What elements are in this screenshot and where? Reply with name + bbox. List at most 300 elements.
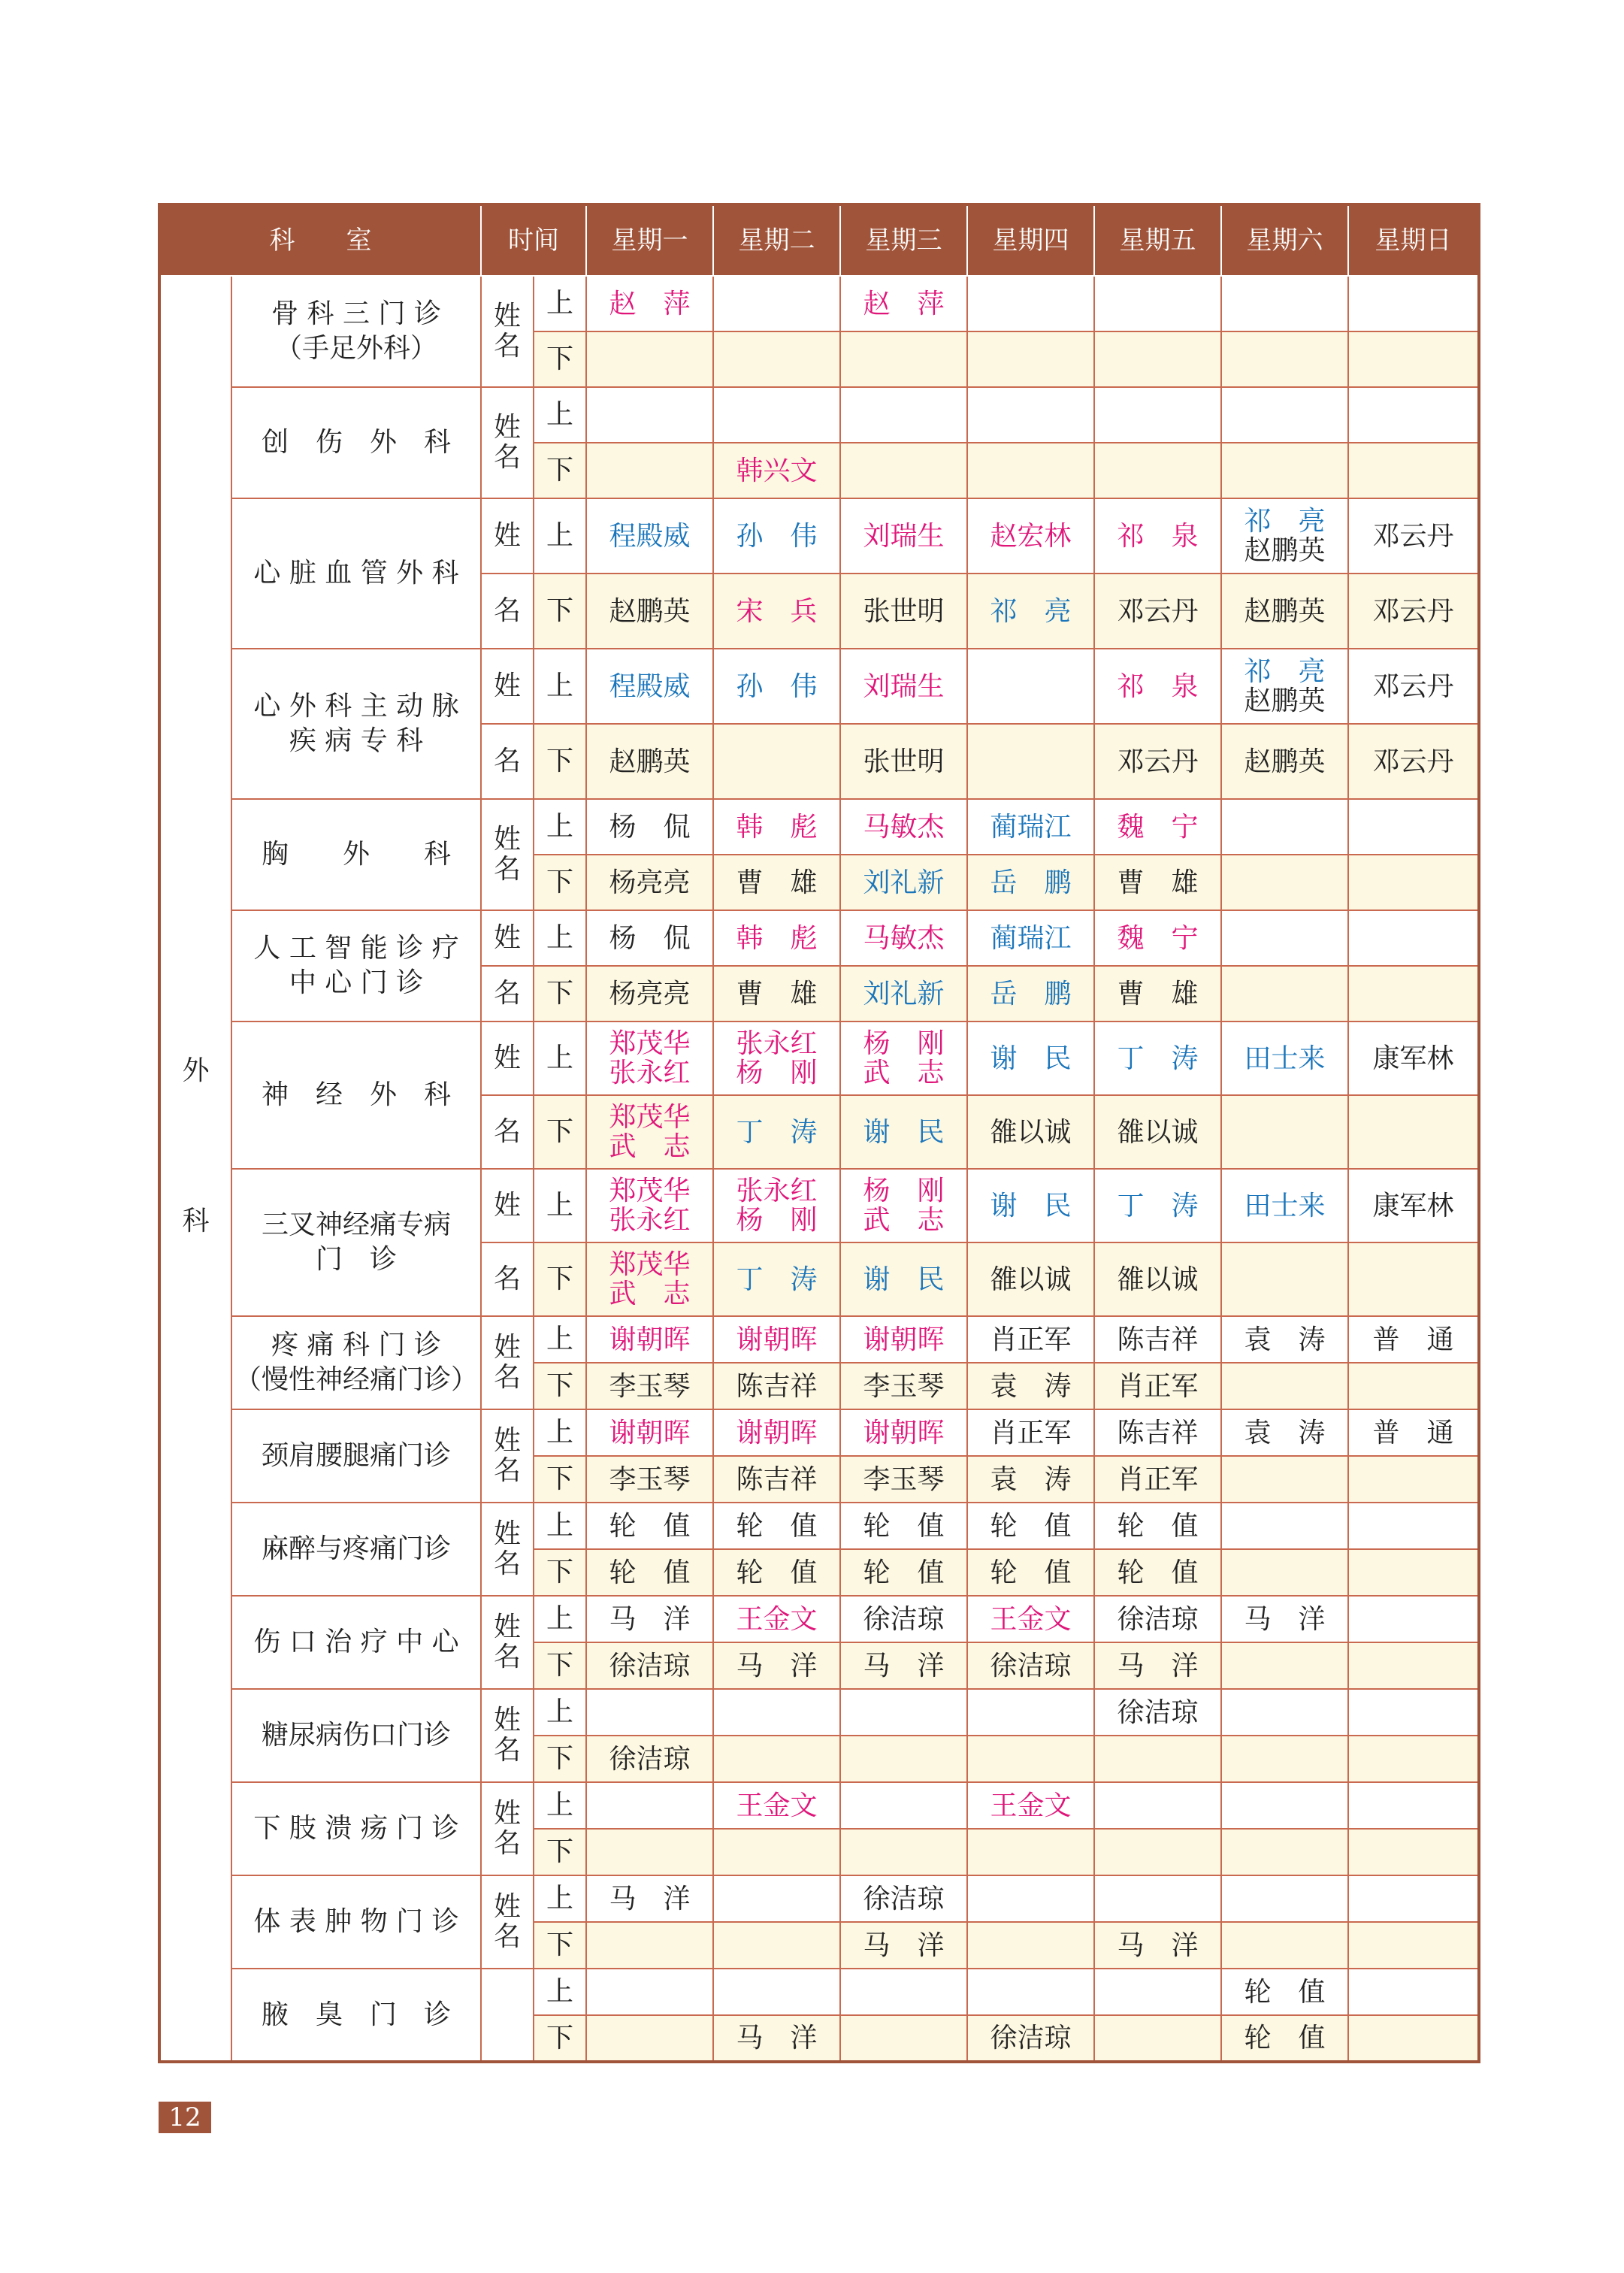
slot-pm: 下 [534, 1549, 586, 1596]
slot-am: 上 [534, 387, 586, 443]
doctor-name: 赵鹏英 [609, 746, 691, 777]
department-name [231, 1316, 481, 1409]
department-name [231, 910, 481, 1021]
department-name-line: 麻醉与疼痛门诊 [261, 1533, 451, 1564]
schedule-cell [586, 574, 713, 649]
schedule-cell [1348, 387, 1479, 443]
doctor-name: 祁 亮 [1244, 506, 1326, 537]
doctor-name: 徐洁琼 [609, 1650, 691, 1681]
department-name-line: 疼 痛 科 门 诊 [271, 1330, 441, 1360]
schedule-cell [1221, 1642, 1348, 1689]
schedule-cell [1221, 1456, 1348, 1503]
schedule-cell [713, 574, 840, 649]
schedule-cell [713, 910, 840, 966]
schedule-cell [1094, 1782, 1221, 1829]
doctor-name: 韩 彪 [736, 922, 818, 954]
doctor-name: 曹 雄 [736, 978, 818, 1009]
schedule-cell [1348, 1409, 1479, 1456]
department-name-line: 糖尿病伤口门诊 [261, 1720, 451, 1751]
schedule-cell [967, 1363, 1094, 1409]
schedule-cell [840, 574, 967, 649]
schedule-cell [586, 724, 713, 799]
doctor-name: 张世明 [863, 595, 945, 627]
schedule-cell [1348, 498, 1479, 574]
schedule-cell [1094, 1316, 1221, 1363]
schedule-cell [713, 724, 840, 799]
schedule-cell [1348, 1549, 1479, 1596]
schedule-cell [1221, 498, 1348, 574]
schedule-row-am [159, 498, 1479, 574]
doctor-name: 普 通 [1372, 1324, 1454, 1355]
schedule-cell [967, 387, 1094, 443]
schedule-cell [1348, 910, 1479, 966]
schedule-row-am [159, 649, 1479, 724]
schedule-cell [967, 966, 1094, 1021]
schedule-cell [1094, 1169, 1221, 1242]
doctor-name: 赵鹏英 [609, 595, 691, 627]
schedule-row-am [159, 1596, 1479, 1642]
schedule-cell [840, 1316, 967, 1363]
schedule-cell [1094, 574, 1221, 649]
schedule-cell [967, 799, 1094, 855]
doctor-name: 谢朝晖 [609, 1417, 691, 1448]
schedule-cell [713, 649, 840, 724]
schedule-cell [967, 1969, 1094, 2015]
schedule-cell [1348, 1969, 1479, 2015]
schedule-cell [1348, 276, 1479, 331]
slot-am: 上 [534, 1021, 586, 1095]
schedule-cell [586, 1095, 713, 1169]
slot-am: 上 [534, 1969, 586, 2015]
category-char: 外 [182, 1055, 210, 1086]
schedule-cell [1348, 1689, 1479, 1736]
doctor-name: 马 洋 [609, 1883, 691, 1914]
department-name-line: 三叉神经痛专病 [261, 1209, 451, 1240]
schedule-cell [586, 910, 713, 966]
department-name-line: 中 心 门 诊 [289, 967, 424, 998]
doctor-name: 李玉琴 [863, 1463, 945, 1495]
slot-pm: 下 [534, 574, 586, 649]
department-name [231, 498, 481, 649]
doctor-name: 轮 值 [1117, 1510, 1199, 1542]
doctor-name: 韩兴文 [736, 455, 818, 486]
name-label-char: 名 [481, 1242, 534, 1316]
schedule-row-am [159, 799, 1479, 855]
doctor-name: 轮 值 [736, 1510, 818, 1542]
schedule-cell [1094, 1242, 1221, 1316]
schedule-cell [967, 1409, 1094, 1456]
clinic-schedule-table [158, 203, 1480, 2063]
slot-am: 上 [534, 1596, 586, 1642]
name-label-text: 姓名 [493, 1612, 521, 1672]
doctor-name: 轮 值 [863, 1510, 945, 1542]
schedule-cell [967, 724, 1094, 799]
schedule-cell [713, 1095, 840, 1169]
schedule-cell [1221, 724, 1348, 799]
schedule-cell [1094, 1596, 1221, 1642]
header-day: 星期日 [1348, 204, 1479, 276]
schedule-cell [967, 1316, 1094, 1363]
schedule-cell [967, 1782, 1094, 1829]
doctor-name: 徐洁琼 [1117, 1696, 1199, 1728]
doctor-name: 宋 兵 [736, 595, 818, 627]
doctor-name: 王金文 [990, 1790, 1072, 1821]
schedule-cell [713, 276, 840, 331]
doctor-name: 马敏杰 [863, 811, 945, 843]
doctor-name: 谢 民 [990, 1043, 1072, 1074]
slot-pm: 下 [534, 1736, 586, 1782]
doctor-name: 雒以诚 [1117, 1116, 1199, 1148]
schedule-cell [967, 443, 1094, 498]
schedule-cell [967, 1829, 1094, 1875]
header-row [159, 204, 1479, 276]
doctor-name: 祁 泉 [1117, 520, 1199, 552]
schedule-cell [1221, 1363, 1348, 1409]
schedule-cell [586, 1242, 713, 1316]
schedule-row-am [159, 910, 1479, 966]
doctor-name: 程殿威 [609, 520, 691, 552]
schedule-cell [586, 1829, 713, 1875]
schedule-cell [586, 387, 713, 443]
doctor-name: 孙 伟 [736, 520, 818, 552]
doctor-name: 邓云丹 [1372, 670, 1454, 702]
schedule-cell [1094, 1456, 1221, 1503]
schedule-cell [840, 649, 967, 724]
department-name-line: 胸 外 科 [261, 839, 451, 870]
schedule-cell [586, 1689, 713, 1736]
schedule-row-am [159, 1969, 1479, 2015]
schedule-cell [840, 1095, 967, 1169]
doctor-name: 赵鹏英 [1244, 746, 1326, 777]
doctor-name: 张永红 [736, 1176, 818, 1206]
schedule-cell [1221, 1503, 1348, 1549]
schedule-cell [1348, 799, 1479, 855]
doctor-name: 蔺瑞江 [990, 811, 1072, 843]
doctor-name: 肖正军 [1117, 1370, 1199, 1402]
department-name-line: 门 诊 [315, 1244, 397, 1275]
schedule-cell [1221, 1969, 1348, 2015]
name-label [481, 1875, 534, 1969]
doctor-name: 邓云丹 [1117, 746, 1199, 777]
doctor-name: 岳 鹏 [990, 867, 1072, 898]
department-name [231, 1021, 481, 1169]
schedule-cell [1348, 574, 1479, 649]
schedule-cell [1348, 1242, 1479, 1316]
schedule-cell [840, 724, 967, 799]
doctor-name: 肖正军 [990, 1417, 1072, 1448]
schedule-cell [713, 1736, 840, 1782]
doctor-name: 徐洁琼 [863, 1603, 945, 1635]
schedule-row-am [159, 1316, 1479, 1363]
schedule-cell [1348, 1829, 1479, 1875]
name-label-char: 名 [481, 574, 534, 649]
doctor-name: 郑茂华 [609, 1102, 691, 1133]
schedule-cell [586, 855, 713, 910]
schedule-row-am [159, 1875, 1479, 1922]
doctor-name: 杨 刚 [736, 1058, 818, 1088]
header-day: 星期一 [586, 204, 713, 276]
doctor-name: 王金文 [736, 1790, 818, 1821]
name-label-text: 姓名 [493, 1798, 521, 1859]
slot-am: 上 [534, 276, 586, 331]
doctor-name: 轮 值 [609, 1557, 691, 1588]
slot-pm: 下 [534, 1242, 586, 1316]
doctor-name: 马 洋 [736, 1650, 818, 1681]
name-label-text: 姓名 [493, 412, 521, 473]
schedule-cell [1094, 799, 1221, 855]
name-label [481, 1596, 534, 1689]
doctor-name: 杨亮亮 [609, 867, 691, 898]
name-label-char: 姓 [481, 1169, 534, 1242]
schedule-cell [1348, 1456, 1479, 1503]
doctor-name: 马 洋 [1117, 1650, 1199, 1681]
schedule-cell [713, 1021, 840, 1095]
schedule-row-am [159, 1689, 1479, 1736]
schedule-cell [1348, 1316, 1479, 1363]
schedule-cell [967, 1596, 1094, 1642]
doctor-name: 张永红 [609, 1205, 691, 1236]
name-label-text: 姓名 [493, 1332, 521, 1393]
doctor-name: 武 志 [863, 1058, 945, 1088]
department-name [231, 1782, 481, 1875]
doctor-name: 孙 伟 [736, 670, 818, 702]
doctor-name: 谢 民 [863, 1264, 945, 1295]
schedule-cell [967, 1642, 1094, 1689]
name-label-char: 名 [481, 966, 534, 1021]
schedule-cell [1094, 1969, 1221, 2015]
doctor-name: 祁 亮 [990, 595, 1072, 627]
schedule-cell [1094, 498, 1221, 574]
schedule-cell [1094, 1875, 1221, 1922]
schedule-cell [1094, 1095, 1221, 1169]
schedule-cell [1221, 331, 1348, 387]
category-char: 科 [182, 1205, 210, 1236]
schedule-cell [1221, 1409, 1348, 1456]
doctor-name: 马 洋 [736, 2023, 818, 2054]
schedule-cell [1221, 1095, 1348, 1169]
schedule-cell [1094, 2015, 1221, 2062]
department-name-line: 下 肢 溃 疡 门 诊 [253, 1813, 459, 1844]
doctor-name: 曹 雄 [1117, 978, 1199, 1009]
name-label-text: 姓名 [493, 1891, 521, 1952]
slot-am: 上 [534, 498, 586, 574]
schedule-cell [1094, 1363, 1221, 1409]
doctor-name: 徐洁琼 [990, 2023, 1072, 2054]
schedule-cell [586, 331, 713, 387]
department-name [231, 1596, 481, 1689]
schedule-cell [586, 498, 713, 574]
schedule-cell [713, 2015, 840, 2062]
schedule-cell [1094, 331, 1221, 387]
doctor-name: 刘礼新 [863, 978, 945, 1009]
schedule-cell [586, 649, 713, 724]
doctor-name: 杨 侃 [609, 811, 691, 843]
doctor-name: 曹 雄 [1117, 867, 1199, 898]
department-name [231, 387, 481, 498]
doctor-name: 马 洋 [863, 1650, 945, 1681]
name-label-text: 姓名 [493, 301, 521, 362]
slot-pm: 下 [534, 966, 586, 1021]
schedule-cell [1221, 276, 1348, 331]
schedule-cell [967, 649, 1094, 724]
doctor-name: 轮 值 [1244, 2023, 1326, 2054]
schedule-cell [713, 1596, 840, 1642]
doctor-name: 轮 值 [609, 1510, 691, 1542]
schedule-cell [1094, 1922, 1221, 1969]
doctor-name: 徐洁琼 [609, 1743, 691, 1775]
name-label-empty [481, 1969, 534, 2062]
schedule-cell [840, 276, 967, 331]
schedule-cell [1348, 331, 1479, 387]
schedule-cell [1094, 910, 1221, 966]
schedule-cell [840, 1596, 967, 1642]
department-name-line: （慢性神经痛门诊） [234, 1364, 478, 1395]
doctor-name: 轮 值 [990, 1557, 1072, 1588]
schedule-cell [1221, 1596, 1348, 1642]
schedule-cell [1094, 724, 1221, 799]
schedule-cell [586, 1642, 713, 1689]
doctor-name: 丁 涛 [1117, 1043, 1199, 1074]
doctor-name: 邓云丹 [1372, 520, 1454, 552]
schedule-cell [1348, 966, 1479, 1021]
doctor-name: 武 志 [863, 1205, 945, 1236]
schedule-cell [840, 1736, 967, 1782]
doctor-name: 肖正军 [990, 1324, 1072, 1355]
doctor-name: 谢朝晖 [863, 1417, 945, 1448]
doctor-name: 丁 涛 [736, 1264, 818, 1295]
schedule-cell [1094, 1689, 1221, 1736]
doctor-name: 雒以诚 [1117, 1264, 1199, 1295]
schedule-cell [967, 1922, 1094, 1969]
doctor-name: 邓云丹 [1372, 595, 1454, 627]
doctor-name: 丁 涛 [1117, 1190, 1199, 1221]
name-label [481, 276, 534, 387]
slot-pm: 下 [534, 855, 586, 910]
schedule-cell [1348, 1922, 1479, 1969]
slot-pm: 下 [534, 1829, 586, 1875]
schedule-cell [1094, 443, 1221, 498]
schedule-cell [967, 276, 1094, 331]
slot-am: 上 [534, 1875, 586, 1922]
department-name-line: 伤 口 治 疗 中 心 [253, 1627, 459, 1657]
department-name-line: 心 外 科 主 动 脉 [253, 691, 459, 722]
schedule-cell [713, 498, 840, 574]
doctor-name: 袁 涛 [990, 1463, 1072, 1495]
doctor-name: 袁 涛 [990, 1370, 1072, 1402]
doctor-name: 赵 萍 [609, 288, 691, 319]
schedule-cell [1348, 1875, 1479, 1922]
schedule-cell [586, 1503, 713, 1549]
schedule-cell [713, 1316, 840, 1363]
schedule-cell [1221, 443, 1348, 498]
doctor-name: 刘礼新 [863, 867, 945, 898]
schedule-cell [713, 1503, 840, 1549]
schedule-cell [967, 1242, 1094, 1316]
schedule-row-am [159, 1409, 1479, 1456]
schedule-cell [586, 1456, 713, 1503]
schedule-cell [840, 1689, 967, 1736]
schedule-cell [967, 331, 1094, 387]
department-name [231, 649, 481, 799]
schedule-body [159, 276, 1479, 2062]
slot-pm: 下 [534, 443, 586, 498]
schedule-cell [1221, 649, 1348, 724]
schedule-cell [840, 1169, 967, 1242]
schedule-cell [586, 1021, 713, 1095]
doctor-name: 祁 亮 [1244, 656, 1326, 687]
schedule-cell [1094, 276, 1221, 331]
doctor-name: 武 志 [609, 1279, 691, 1309]
schedule-cell [586, 2015, 713, 2062]
doctor-name: 邓云丹 [1372, 746, 1454, 777]
doctor-name: 马 洋 [1117, 1929, 1199, 1961]
doctor-name: 马敏杰 [863, 922, 945, 954]
doctor-name: 曹 雄 [736, 867, 818, 898]
schedule-cell [713, 1829, 840, 1875]
schedule-cell [1094, 1829, 1221, 1875]
doctor-name: 杨 刚 [863, 1176, 945, 1206]
slot-am: 上 [534, 1409, 586, 1456]
doctor-name: 谢朝晖 [736, 1417, 818, 1448]
schedule-cell [840, 387, 967, 443]
department-name-line: 疾 病 专 科 [289, 725, 424, 756]
doctor-name: 谢朝晖 [609, 1324, 691, 1355]
doctor-name: 邓云丹 [1117, 595, 1199, 627]
doctor-name: 赵鹏英 [1244, 686, 1326, 716]
doctor-name: 刘瑞生 [863, 670, 945, 702]
schedule-cell [713, 387, 840, 443]
schedule-cell [840, 331, 967, 387]
department-name [231, 1503, 481, 1596]
schedule-cell [1094, 1021, 1221, 1095]
name-label [481, 1409, 534, 1503]
doctor-name: 魏 宁 [1117, 922, 1199, 954]
schedule-cell [840, 1021, 967, 1095]
name-label-char: 姓 [481, 1021, 534, 1095]
doctor-name: 丁 涛 [736, 1116, 818, 1148]
header-day: 星期二 [713, 204, 840, 276]
name-label-text: 姓名 [493, 1518, 521, 1579]
name-label [481, 1782, 534, 1875]
slot-am: 上 [534, 1503, 586, 1549]
schedule-cell [713, 1782, 840, 1829]
department-name-line: 心 脏 血 管 外 科 [253, 558, 459, 589]
name-label-char: 名 [481, 724, 534, 799]
doctor-name: 郑茂华 [609, 1249, 691, 1280]
schedule-cell [1348, 1503, 1479, 1549]
schedule-cell [586, 799, 713, 855]
schedule-cell [967, 1095, 1094, 1169]
schedule-cell [840, 1503, 967, 1549]
doctor-name: 赵鹏英 [1244, 595, 1326, 627]
slot-am: 上 [534, 1689, 586, 1736]
schedule-cell [713, 1689, 840, 1736]
name-label [481, 1689, 534, 1782]
schedule-cell [840, 1782, 967, 1829]
doctor-name: 轮 值 [990, 1510, 1072, 1542]
schedule-cell [840, 1875, 967, 1922]
schedule-cell [586, 1363, 713, 1409]
schedule-cell [1348, 1596, 1479, 1642]
doctor-name: 郑茂华 [609, 1028, 691, 1059]
schedule-cell [1221, 1549, 1348, 1596]
schedule-cell [586, 1736, 713, 1782]
slot-am: 上 [534, 1782, 586, 1829]
slot-am: 上 [534, 649, 586, 724]
department-name [231, 1875, 481, 1969]
schedule-cell [586, 1316, 713, 1363]
department-name [231, 799, 481, 910]
